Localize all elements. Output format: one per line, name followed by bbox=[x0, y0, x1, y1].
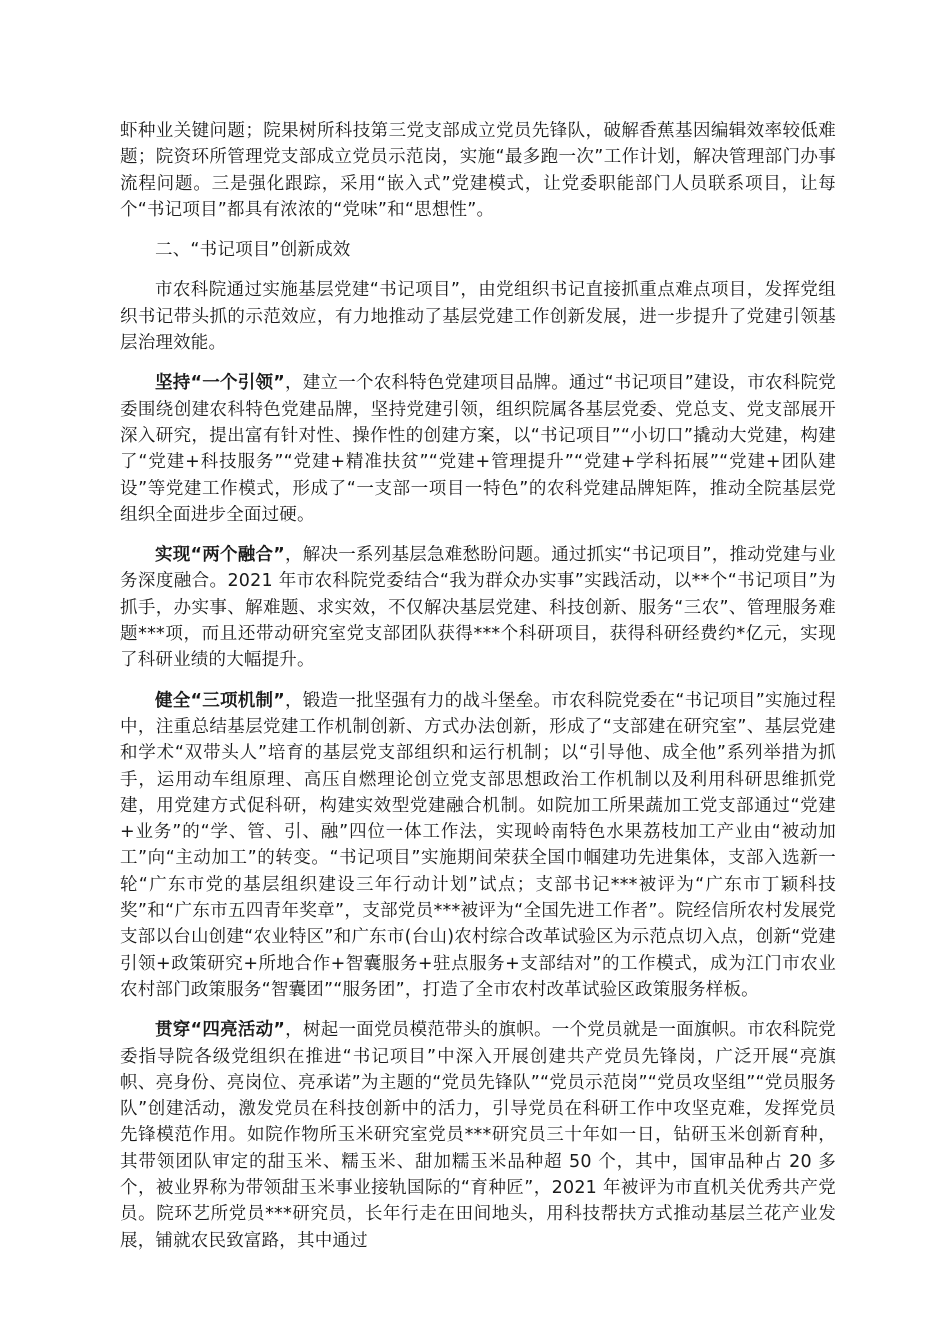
paragraph-one-guidance bbox=[120, 370, 836, 528]
section-heading bbox=[120, 237, 836, 263]
paragraph-four-activities bbox=[120, 1017, 836, 1254]
paragraph-text: ，解决一系列基层急难愁盼问题。通过抓实“书记项目”，推动党建与业务深度融合。2021 年市农科院党委结合“我为群众办实事”实践活动，以**个“书记项目”为抓手，办实事、解难题、求实效，不仅解决基层党建、科技创新、服务“三农”、管理服务难题***项，而且还带动研究室党支部团队获得***个科研项目，获得科研经费约*亿元，实现了科研业绩的大幅提升。 bbox=[120, 545, 836, 671]
document-page bbox=[120, 118, 836, 1268]
section-heading-text: 二、“书记项目”创新成效 bbox=[155, 240, 351, 261]
paragraph-text: 市农科院通过实施基层党建“书记项目”，由党组织书记直接抓重点难点项目，发挥党组织书记带头抓的示范效应，有力地推动了基层党建工作创新发展，进一步提升了党建引领基层治理效能。 bbox=[120, 280, 836, 354]
paragraph-three-mechanisms bbox=[120, 688, 836, 1004]
paragraph-lead: 贯穿“四亮活动” bbox=[155, 1020, 286, 1041]
paragraph-lead: 健全“三项机制” bbox=[155, 690, 285, 711]
paragraph-lead: 实现“两个融合” bbox=[155, 545, 285, 566]
paragraph-intro bbox=[120, 277, 836, 356]
paragraph-text: ，树起一面党员模范带头的旗帜。一个党员就是一面旗帜。市农科院党委指导院各级党组织在推进“书记项目”中深入开展创建共产党员先锋岗，广泛开展“亮旗帜、亮身份、亮岗位、亮承诺”为主题的“党员先锋队”“党员示范岗”“党员攻坚组”“党员服务队”创建活动，激发党员在科技创新中的活力，引导党员在科研工作中攻坚克难，发挥党员先锋模范作用。如院作物所玉米研究室党员***研究员三十年如一日，钻研玉米创新育种，其带领团队审定的甜玉米、糯玉米、甜加糯玉米品种超 50 个，其中，国审品种占 20 多个，被业界称为带领甜玉米事业接轨国际的“育种匠”，2021 年被评为市直机关优秀共产党员。院环艺所党员***研究员，长年行走在田间地头，用科技帮扶方式推动基层兰花产业发展，铺就农民致富路，其中通过 bbox=[120, 1020, 836, 1251]
paragraph-lead: 坚持“一个引领” bbox=[155, 373, 285, 394]
paragraph-text: 虾种业关键问题；院果树所科技第三党支部成立党员先锋队，破解香蕉基因编辑效率较低难题；院资环所管理党支部成立党员示范岗，实施“最多跑一次”工作计划，解决管理部门办事流程问题。三是强化跟踪，采用“嵌入式”党建模式，让党委职能部门人员联系项目，让每个“书记项目”都具有浓浓的“党味”和“思想性”。 bbox=[120, 121, 836, 220]
paragraph-text: ，锻造一批坚强有力的战斗堡垒。市农科院党委在“书记项目”实施过程中，注重总结基层党建工作机制创新、方式办法创新，形成了“支部建在研究室”、基层党建和学术“双带头人”培育的基层党支部组织和运行机制；以“引导他、成全他”系列举措为抓手，运用动车组原理、高压自燃理论创立党支部思想政治工作机制以及利用科研思维抓党建，用党建方式促科研，构建实效型党建融合机制。如院加工所果蔬加工党支部通过“党建+业务”的“学、管、引、融”四位一体工作法，实现岭南特色水果荔枝加工产业由“被动加工”向“主动加工”的转变。“书记项目”实施期间荣获全国巾帼建功先进集体，支部入选新一轮“广东市党的基层组织建设三年行动计划”试点；支部书记***被评为“广东市丁颖科技奖”和“广东市五四青年奖章”，支部党员***被评为“全国先进工作者”。院经信所农村发展党支部以台山创建“农业特区”和广东市(台山)农村综合改革试验区为示范点切入点，创新“党建引领+政策研究+所地合作+智囊服务+驻点服务+支部结对”的工作模式，成为江门市农业农村部门政策服务“智囊团”“服务团”，打造了全市农村改革试验区政策服务样板。 bbox=[120, 690, 836, 1000]
paragraph-continuation bbox=[120, 118, 836, 223]
paragraph-two-integration bbox=[120, 542, 836, 673]
paragraph-text: ，建立一个农科特色党建项目品牌。通过“书记项目”建设，市农科院党委围绕创建农科特色党建品牌，坚持党建引领，组织院属各基层党委、党总支、党支部展开深入研究，提出富有针对性、操作性的创建方案，以“书记项目”“小切口”撬动大党建，构建了“党建+科技服务”“党建+精准扶贫”“党建+管理提升”“党建+学科拓展”“党建+团队建设”等党建工作模式，形成了“一支部一项目一特色”的农科党建品牌矩阵，推动全院基层党组织全面进步全面过硬。 bbox=[120, 373, 836, 525]
